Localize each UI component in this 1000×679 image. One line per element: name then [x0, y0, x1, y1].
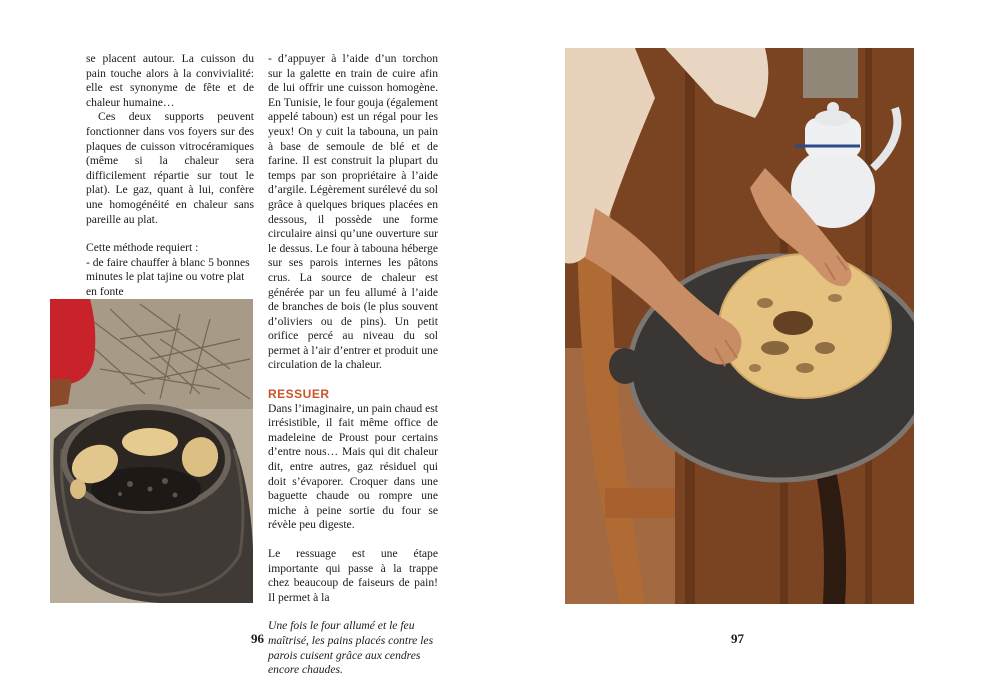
- left-page-column-1: [86, 52, 254, 300]
- paragraph-supports: Ces deux supports peuvent fonctionner dans vos foyers sur des plaques de cuisson vitrocéramiques (même si la chaleur sera difficilement répartie sur tout le plat). Le gaz, quant à lui, confère une homogénéité en chaleur sans pareille au plat.: [86, 110, 254, 226]
- paragraph-ressuage: Le ressuage est une étape importante qui passe à la trappe chez beaucoup de faiseurs de pain! Il permet à la: [268, 547, 438, 604]
- paragraph-method-intro: Cette méthode requiert :: [86, 241, 199, 255]
- left-page-column-2: [268, 52, 438, 678]
- page-number-left: 96: [251, 631, 264, 646]
- paragraph-conviviality: se placent autour. La cuisson du pain touche alors à la convivialité: elle est synonyme de fête et de chaleur humaine…: [86, 52, 254, 109]
- page-number-right: 97: [731, 631, 744, 646]
- section-heading-ressuer: RESSUER: [268, 387, 330, 402]
- paragraph-tabouna: - d’appuyer à l’aide d’un torchon sur la galette en train de cuire afin de lui offrir une cuisson homogène. En Tunisie, le four gouja (également appelé taboun) est un régal pour les yeux! On y cuit la tabouna, un pain à base de semoule de blé et de farine. Il est construit la plupart du temps par son propriétaire à l’aide d’argile. Légèrement surélevé du sol grâce à quelques briques placées en dessous, il possède une forme circulaire ainsi qu’une ouverture sur le dessus. Le four à tabouna héberge sur ses parois internes les pâtons crus. La source de chaleur est générée par un feu allumé à l’aide de branches de bois (le plus souvent d’oliviers ou de pins). Un petit orifice percé au niveau du sol permet à l’air d’entrer et produit une circulation de la chaleur.: [268, 52, 438, 372]
- paragraph-warm-bread: Dans l’imaginaire, un pain chaud est irrésistible, il fait même office de madeleine de Proust pour certains d’entre nous… Mais qui dit chaleur dit, entre autres, gaz résiduel qui doit s’évaporer. Croquer dans une baguette chaude ou rompre une miche à peine sortie du four se révèle peu digeste.: [268, 401, 438, 532]
- photo-flatbread-cooking: [565, 48, 914, 604]
- photo-clay-oven: [50, 299, 253, 603]
- list-item-heat-plate: - de faire chauffer à blanc 5 bonnes minutes le plat tajine ou votre plat en fonte: [86, 255, 250, 298]
- photo-caption: Une fois le four allumé et le feu maîtrisé, les pains placés contre les parois cuisent grâce aux cendres encore chaudes.: [268, 619, 434, 677]
